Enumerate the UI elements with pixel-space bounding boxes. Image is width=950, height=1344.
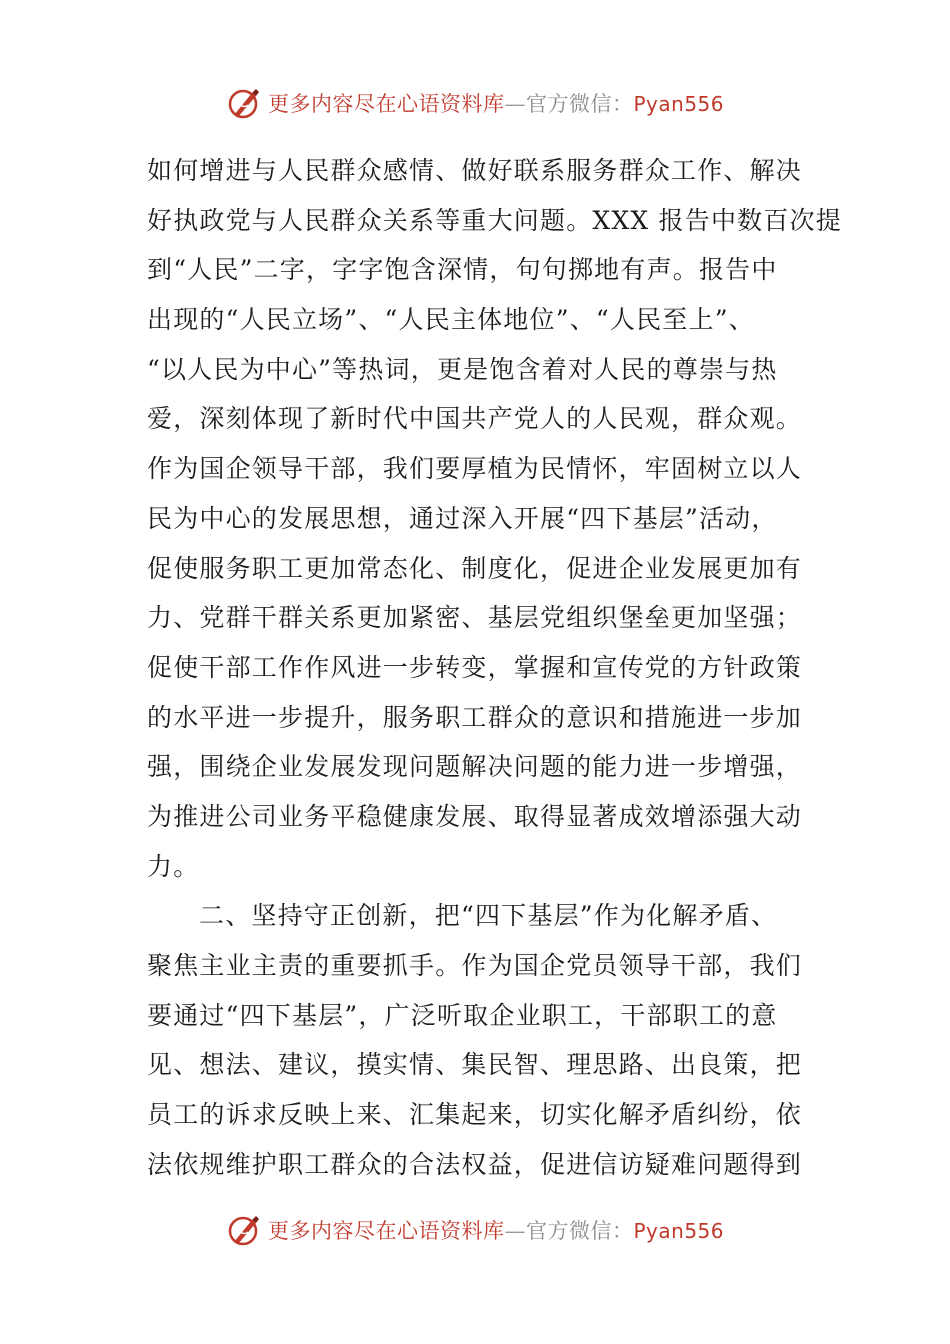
header-watermark-main: 更多内容尽在心语资料库	[267, 92, 505, 116]
pen-circle-logo-icon	[226, 1212, 262, 1248]
text-line: 好执政党与人民群众关系等重大问题。XXX 报告中数百次提	[147, 205, 842, 235]
footer-watermark-text	[268, 1215, 724, 1245]
text-line: “以人民为中心”等热词，更是饱含着对人民的尊崇与热	[147, 354, 778, 384]
footer-watermark-wechat-id: Pyan556	[633, 1219, 724, 1243]
text-line: 民为中心的发展思想，通过深入开展“四下基层”活动，	[147, 503, 778, 533]
text-line: 作为国企领导干部，我们要厚植为民情怀，牢固树立以人	[147, 454, 803, 484]
text-line: 力。	[147, 851, 200, 881]
document-body	[147, 146, 842, 1189]
header-watermark-separator: —	[504, 92, 526, 116]
section-heading-line: 二、坚持守正创新，把“四下基层”作为化解矛盾、	[199, 901, 778, 931]
text-line: 员工的诉求反映上来、汇集起来，切实化解矛盾纠纷，依	[147, 1100, 803, 1130]
footer-watermark-banner	[0, 1205, 950, 1255]
pen-circle-logo-icon	[226, 85, 262, 121]
text-line: 强，围绕企业发展发现问题解决问题的能力进一步增强，	[147, 752, 803, 782]
header-watermark-text	[268, 88, 724, 118]
text-line: 爱，深刻体现了新时代中国共产党人的人民观，群众观。	[147, 404, 803, 434]
footer-watermark-separator: —	[504, 1219, 526, 1243]
header-watermark-wechat-label: 官方微信：	[525, 92, 634, 116]
text-line: 力、党群干群关系更加紧密、基层党组织堡垒更加坚强；	[147, 603, 803, 633]
text-line: 法依规维护职工群众的合法权益，促进信访疑难问题得到	[147, 1149, 803, 1179]
text-line: 出现的“人民立场”、“人民主体地位”、“人民至上”、	[147, 305, 755, 335]
text-line: 要通过“四下基层”，广泛听取企业职工，干部职工的意	[147, 1000, 778, 1030]
header-watermark-banner	[0, 78, 950, 128]
text-line: 聚焦主业主责的重要抓手。作为国企党员领导干部，我们	[147, 951, 803, 980]
text-line: 到“人民”二字，字字饱含深情，句句掷地有声。报告中	[147, 255, 778, 285]
text-line: 促使服务职工更加常态化、制度化，促进企业发展更加有	[147, 553, 803, 583]
text-line: 见、想法、建议，摸实情、集民智、理思路、出良策，把	[147, 1050, 803, 1080]
footer-watermark-wechat-label: 官方微信：	[525, 1219, 634, 1243]
text-line: 如何增进与人民群众感情、做好联系服务群众工作、解决	[147, 156, 803, 185]
text-line: 为推进公司业务平稳健康发展、取得显著成效增添强大动	[147, 801, 803, 831]
footer-watermark-main: 更多内容尽在心语资料库	[267, 1219, 505, 1243]
header-watermark-wechat-id: Pyan556	[633, 92, 724, 116]
text-line: 促使干部工作作风进一步转变，掌握和宣传党的方针政策	[147, 652, 803, 682]
text-line: 的水平进一步提升，服务职工群众的意识和措施进一步加	[147, 702, 803, 732]
